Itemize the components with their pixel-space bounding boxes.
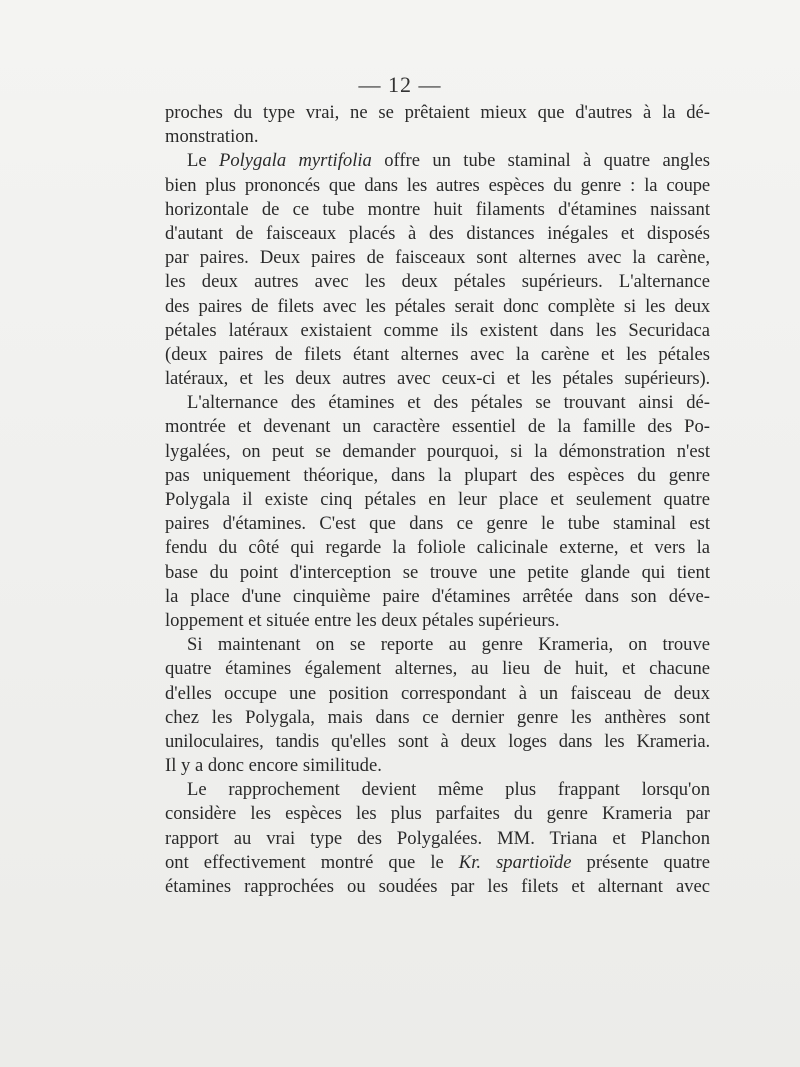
text-line-content: considère les espèces les plus parfaites du genre Krameria par xyxy=(165,803,710,825)
text-line-content: rapport au vrai type des Polygalées. MM. Triana et Planchon xyxy=(165,827,710,849)
text-line xyxy=(165,149,710,173)
text-line xyxy=(165,222,710,246)
text-line-content: étamines rapprochées ou soudées par les filets et alternant avec xyxy=(165,876,710,897)
text-line-content: chez les Polygala, mais dans ce dernier genre les anthères sont xyxy=(165,706,710,728)
text-line xyxy=(165,682,710,706)
text-line xyxy=(165,343,710,367)
text-line-content: montrée et devenant un caractère essentiel de la famille des Po- xyxy=(165,416,710,438)
text-line xyxy=(165,561,710,585)
text-line xyxy=(165,657,710,681)
text-line-content: bien plus prononcés que dans les autres espèces du genre : la coupe xyxy=(165,174,710,196)
text-line-content: offre un tube staminal à quatre angles xyxy=(371,150,710,172)
text-line-content: Il y a donc encore similitude. xyxy=(165,755,382,777)
italic-taxon-name: Kr. spartioïde xyxy=(458,851,572,873)
text-line-content: fendu du côté qui regarde la foliole calicinale externe, et vers la xyxy=(165,537,710,559)
text-line xyxy=(165,802,710,826)
text-line xyxy=(165,875,710,899)
text-line-content: latéraux, et les deux autres avec ceux-ci et les pétales supérieurs). xyxy=(165,368,710,390)
text-line xyxy=(165,174,710,198)
text-line-content: paires d'étamines. C'est que dans ce genre le tube staminal est xyxy=(165,513,710,535)
text-line xyxy=(165,512,710,536)
text-line xyxy=(165,633,710,657)
text-line-content: présente quatre xyxy=(571,851,710,873)
text-line xyxy=(165,609,710,633)
italic-taxon-name: Polygala myrtifolia xyxy=(218,150,372,172)
page-number: — 12 — xyxy=(358,72,442,97)
text-line-content: des paires de filets avec les pétales serait donc complète si les deux xyxy=(165,295,710,317)
text-line xyxy=(165,585,710,609)
text-line-content: par paires. Deux paires de faisceaux sont alternes avec la carène, xyxy=(165,247,710,269)
text-line-content: (deux paires de filets étant alternes avec la carène et les pétales xyxy=(165,343,710,365)
text-line xyxy=(165,706,710,730)
text-line-content: monstration. xyxy=(165,126,259,148)
text-line-content: pétales latéraux existaient comme ils existent dans les Securidaca xyxy=(165,319,710,341)
text-line xyxy=(165,851,710,875)
text-line-content: Le xyxy=(187,150,219,172)
text-line-content: d'autant de faisceaux placés à des distances inégales et disposés xyxy=(165,222,710,244)
text-line-content: Si maintenant on se reporte au genre Krameria, on trouve xyxy=(187,634,710,656)
text-line xyxy=(165,415,710,439)
text-line-content: les deux autres avec les deux pétales supérieurs. L'alternance xyxy=(165,271,710,293)
text-line-content: horizontale de ce tube montre huit filaments d'étamines naissant xyxy=(165,198,710,220)
text-line-content: quatre étamines également alternes, au lieu de huit, et chacune xyxy=(165,658,710,680)
text-line-content: loppement et située entre les deux pétales supérieurs. xyxy=(165,609,560,631)
text-line xyxy=(165,754,710,778)
text-line-content: pas uniquement théorique, dans la plupart des espèces du genre xyxy=(165,464,710,486)
text-line xyxy=(165,367,710,391)
body-text xyxy=(165,101,710,899)
text-line-content: base du point d'interception se trouve une petite glande qui tient xyxy=(165,561,710,583)
text-line xyxy=(165,440,710,464)
text-line-content: uniloculaires, tandis qu'elles sont à deux loges dans les Krameria. xyxy=(165,730,710,752)
text-line-content: lygalées, on peut se demander pourquoi, si la démonstration n'est xyxy=(165,440,710,462)
text-line xyxy=(165,198,710,222)
text-line xyxy=(165,319,710,343)
text-line-content: L'alternance des étamines et des pétales se trouvant ainsi dé- xyxy=(187,392,710,414)
text-line xyxy=(165,391,710,415)
text-line-content: Polygala il existe cinq pétales en leur place et seulement quatre xyxy=(165,489,710,510)
text-line-content: ont effectivement montré que le xyxy=(165,851,459,873)
text-line-content: la place d'une cinquième paire d'étamines arrêtée dans son déve- xyxy=(165,585,710,607)
text-line xyxy=(165,246,710,270)
text-line-content: d'elles occupe une position correspondant à un faisceau de deux xyxy=(165,682,710,704)
text-line-content: Le rapprochement devient même plus frappant lorsqu'on xyxy=(187,779,710,801)
text-line xyxy=(165,464,710,488)
text-line xyxy=(165,536,710,560)
text-line xyxy=(165,125,710,149)
text-line xyxy=(165,778,710,802)
text-line-content: proches du type vrai, ne se prêtaient mieux que d'autres à la dé- xyxy=(165,102,710,123)
text-line xyxy=(165,827,710,851)
text-line xyxy=(165,730,710,754)
text-line xyxy=(165,101,710,125)
text-line xyxy=(165,295,710,319)
text-line xyxy=(165,270,710,294)
text-line xyxy=(165,488,710,512)
